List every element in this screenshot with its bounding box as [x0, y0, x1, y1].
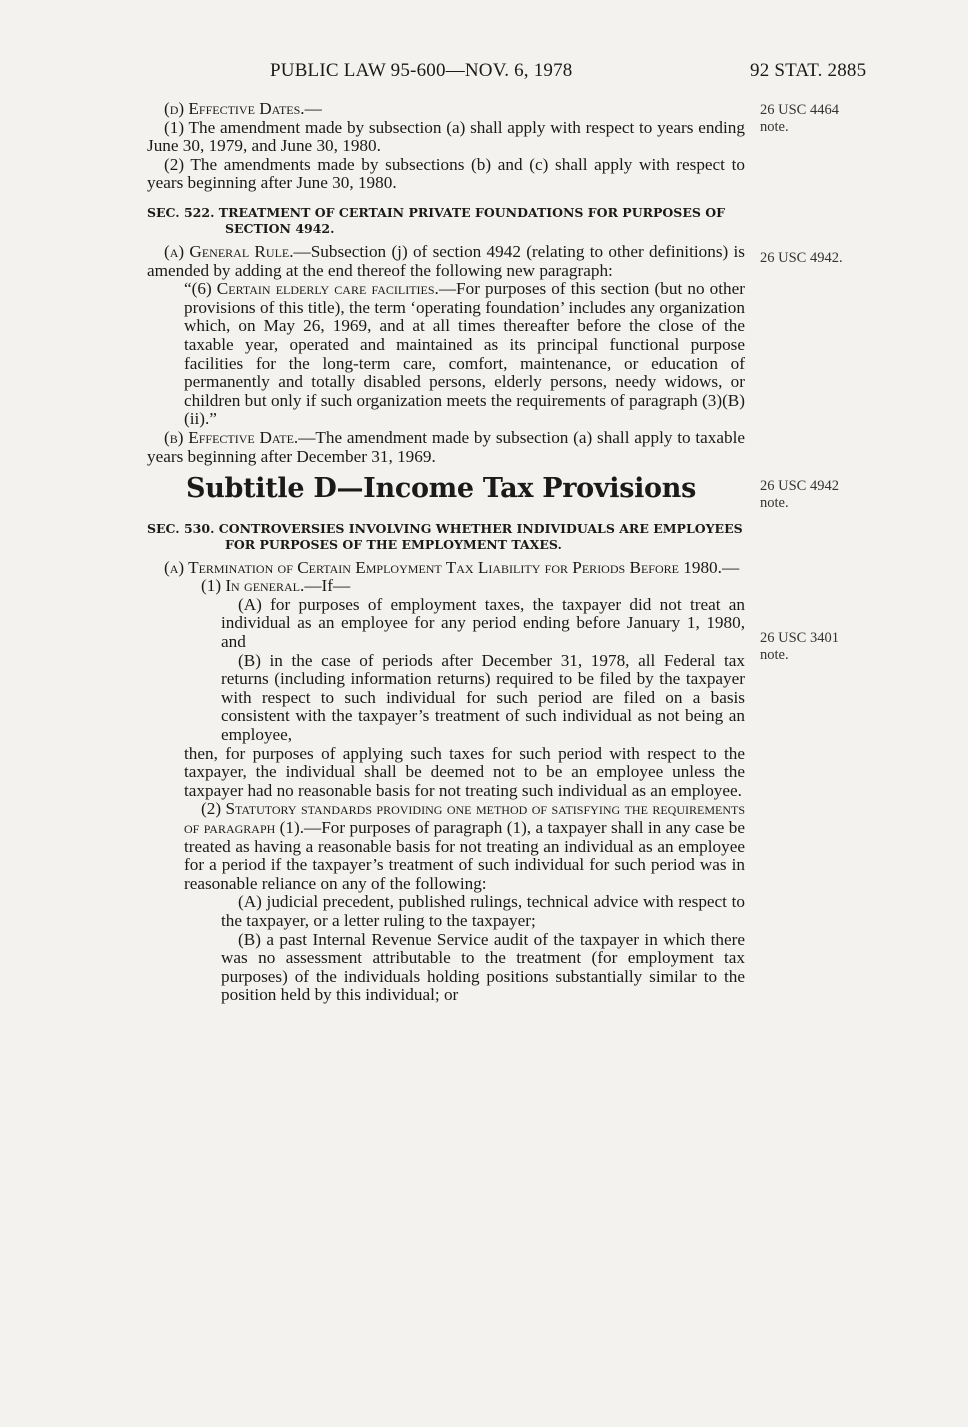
- subparagraph: (B) in the case of periods after December 31, 1978, all Federal tax returns (including information returns) required to be filed by the taxpayer with respect to such individual for such period are filed on a basis consistent with the taxpayer’s treatment of such individual as not being an employee,: [221, 650, 745, 745]
- paragraph-label: (1) In general.: [201, 576, 305, 596]
- paragraph: [147, 577, 745, 596]
- paragraph-text: —Subsection (j) of section 4942 (relating to other definitions) is amended by adding at the end thereof the following new paragraph:: [147, 241, 745, 280]
- running-title: PUBLIC LAW 95-600—NOV. 6, 1978: [270, 60, 573, 81]
- section-heading: SEC. 522. TREATMENT OF CERTAIN PRIVATE FOUNDATIONS FOR PURPOSES OF SECTION 4942.: [147, 204, 725, 236]
- subparagraph: (A) judicial precedent, published rulings, technical advice with respect to the taxpayer, or a letter ruling to the taxpayer;: [221, 892, 745, 930]
- paragraph: [147, 559, 745, 578]
- paragraph-text: —For purposes of paragraph (1), a taxpayer shall in any case be treated as having a reasonable basis for not treating an individual as an employee for a period if the taxpayer’s treatment of such individual for such period was in reasonable reliance on any of the following:: [184, 818, 745, 893]
- quoted-paragraph: [147, 280, 745, 429]
- paragraph-text: —The amendment made by subsection (a) shall apply to taxable years beginning after December 31, 1969.: [147, 427, 745, 466]
- subparagraph: (A) for purposes of employment taxes, the taxpayer did not treat an individual as an employee for any period ending before January 1, 1980, and: [221, 594, 745, 652]
- paragraph-label: “(6) Certain elderly care facilities.: [184, 279, 439, 299]
- paragraph-label: (2) Statutory standards providing one method of satisfying the requirements of paragraph (1).: [184, 799, 745, 837]
- paragraph-label: (a) General Rule.: [164, 241, 294, 261]
- paragraph-text: —: [721, 557, 740, 577]
- margin-note: 26 USC 4464 note.: [760, 102, 839, 135]
- margin-note: 26 USC 4942 note.: [760, 478, 839, 511]
- paragraph: [147, 243, 745, 280]
- statute-body: [147, 100, 745, 1005]
- paragraph: [147, 429, 745, 466]
- subparagraph: (B) a past Internal Revenue Service audit of the taxpayer in which there was no assessment attributable to the treatment (for employment tax purposes) of the individuals holding positions substantially similar to the position held by this individual; or: [221, 929, 745, 1005]
- paragraph: then, for purposes of applying such taxes for such period with respect to the taxpayer, the individual shall be deemed not to be an employee unless the taxpayer had no reasonable basis for not treating such individual as an employee.: [184, 743, 745, 800]
- paragraph: (2) The amendments made by subsections (b) and (c) shall apply with respect to years beginning after June 30, 1980.: [147, 154, 745, 193]
- paragraph-label: (b) Effective Date.: [164, 427, 299, 447]
- section-heading: SEC. 530. CONTROVERSIES INVOLVING WHETHER INDIVIDUALS ARE EMPLOYEES FOR PURPOSES OF THE EMPLOYMENT TAXES.: [147, 520, 743, 552]
- margin-note: 26 USC 3401 note.: [760, 630, 839, 663]
- subtitle-heading: Subtitle D—Income Tax Provisions: [186, 473, 696, 505]
- paragraph-label: (a) Termination of Certain Employment Tax Liability for Periods Before 1980.: [164, 557, 722, 577]
- paragraph: [147, 800, 745, 893]
- margin-note: 26 USC 4942.: [760, 250, 843, 266]
- paragraph-text: —For purposes of this section (but no other provisions of this title), the term ‘operating foundation’ includes any organization which, on May 26, 1969, and at all times thereafter before the close of the taxable year, operated and maintained as its principal functional purpose facilities for the long-term care, comfort, maintenance, or education of permanently and totally disabled persons, elderly persons, needy widows, or children but only if such organization meets the requirements of paragraph (3)(B)(ii).”: [184, 279, 745, 429]
- stat-page-number: 92 STAT. 2885: [750, 60, 867, 81]
- subsection-heading: (d) Effective Dates.—: [164, 99, 322, 118]
- paragraph: (1) The amendment made by subsection (a) shall apply with respect to years ending June 30, 1979, and June 30, 1980.: [147, 117, 745, 156]
- paragraph-text: —If—: [304, 576, 351, 596]
